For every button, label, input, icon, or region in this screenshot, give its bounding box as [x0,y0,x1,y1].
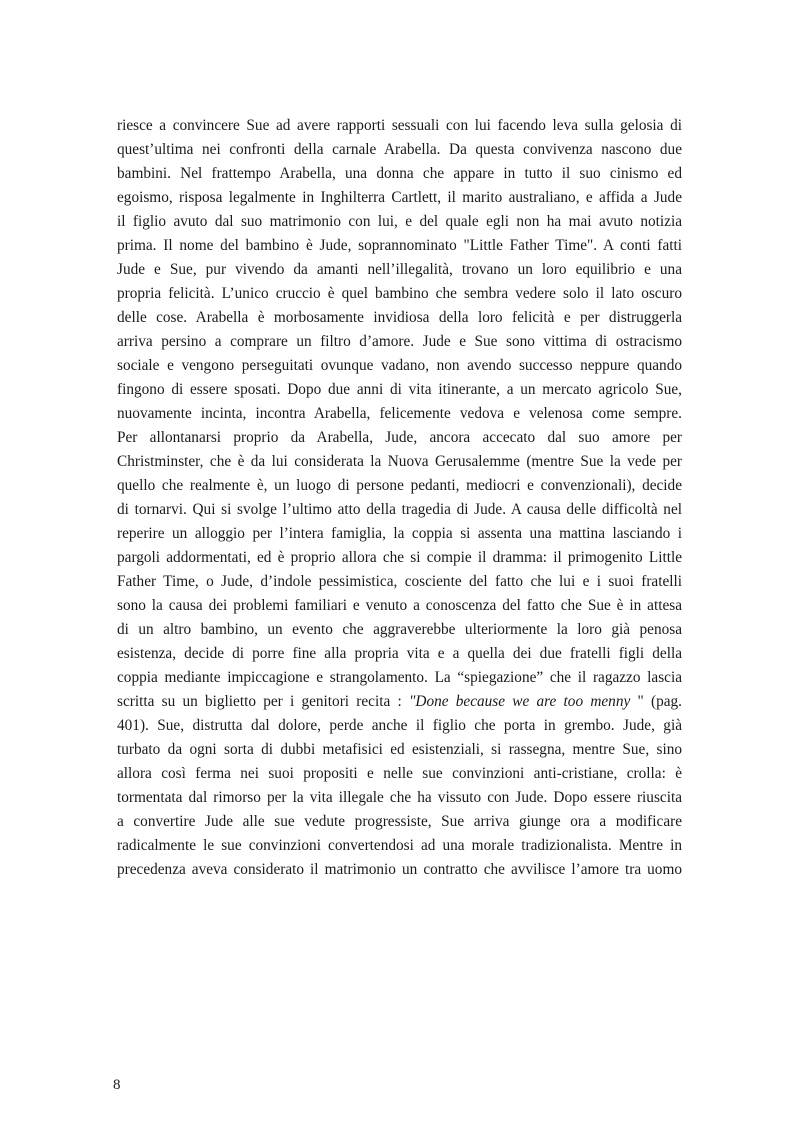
quote-text: "Done because we are too menny [408,693,638,710]
quote-line-before: scritta su un biglietto per i genitori recita : [117,693,409,710]
text-line: radicalmente le sue convinzioni convertendosi ad una morale tradizionalista. Mentre in [117,837,682,854]
text-line: quest’ultima nei confronti della carnale Arabella. Da questa convivenza nascono due [117,141,682,158]
text-line: sono la causa dei problemi familiari e venuto a conoscenza del fatto che Sue è in attesa [117,597,682,614]
text-line: propria felicità. L’unico cruccio è quel bambino che sembra vedere solo il lato oscuro [117,285,682,302]
text-line: allora così ferma nei suoi propositi e nelle sue convinzioni anti-cristiane, crolla: è [117,765,682,782]
text-line: precedenza aveva considerato il matrimonio un contratto che avvilisce l’amore tra uomo [117,861,682,878]
text-line: Per allontanarsi proprio da Arabella, Jude, ancora accecato dal suo amore per [117,429,682,446]
text-line: sociale e vengono perseguitati ovunque vadano, non avendo successo neppure quando [117,357,682,374]
text-line: arriva persino a comprare un filtro d’amore. Jude e Sue sono vittima di ostracismo [117,333,682,350]
text-line: riesce a convincere Sue ad avere rapporti sessuali con lui facendo leva sulla gelosia di [117,117,682,134]
text-line: a convertire Jude alle sue vedute progressiste, Sue arriva giunge ora a modificare [117,813,682,830]
text-line: Father Time, o Jude, d’indole pessimistica, cosciente del fatto che lui e i suoi fratelli [117,573,682,590]
text-line: Christminster, che è da lui considerata la Nuova Gerusalemme (mentre Sue la vede per [117,453,682,470]
text-line: turbato da ogni sorta di dubbi metafisici ed esistenziali, si rassegna, mentre Sue, sino [117,741,682,758]
text-line: esistenza, decide di porre fine alla propria vita e a quella dei due fratelli figli della [117,645,682,662]
text-line: coppia mediante impiccagione e strangolamento. La “spiegazione” che il ragazzo lascia [117,669,682,686]
body-text [117,114,682,882]
text-line: pargoli addormentati, ed è proprio allora che si compie il dramma: il primogenito Little [117,549,682,566]
text-line: quello che realmente è, un luogo di persone pedanti, mediocri e convenzionali), decide [117,477,682,494]
text-line: nuovamente incinta, incontra Arabella, felicemente vedova e velenosa come sempre. [117,405,682,422]
text-line: egoismo, risposa legalmente in Inghilterra Cartlett, il marito australiano, e affida a Jude [117,189,682,206]
text-line: di un altro bambino, un evento che aggraverebbe ulteriormente la loro già penosa [117,621,682,638]
text-line: reperire un alloggio per l’intera famiglia, la coppia si assenta una mattina lasciando i [117,525,682,542]
text-line: delle cose. Arabella è morbosamente invidiosa della loro felicità e per distruggerla [117,309,682,326]
text-line: Jude e Sue, pur vivendo da amanti nell’illegalità, trovano un loro equilibrio e una [117,261,682,278]
text-line-quote [117,690,682,714]
text-line: prima. Il nome del bambino è Jude, soprannominato "Little Father Time". A conti fatti [117,237,682,254]
text-line: tormentata dal rimorso per la vita illegale che ha vissuto con Jude. Dopo essere riuscita [117,789,682,806]
text-line: bambini. Nel frattempo Arabella, una donna che appare in tutto il suo cinismo ed [117,165,682,182]
text-line: fingono di essere sposati. Dopo due anni di vita itinerante, a un mercato agricolo Sue, [117,381,682,398]
page-number: 8 [113,1077,121,1093]
text-line: il figlio avuto dal suo matrimonio con lui, e del quale egli non ha mai avuto notizia [117,213,682,230]
text-line: 401). Sue, distrutta dal dolore, perde anche il figlio che porta in grembo. Jude, già [117,717,682,734]
quote-line-after: " (pag. [637,693,683,710]
text-line: di tornarvi. Qui si svolge l’ultimo atto della tragedia di Jude. A causa delle difficoltà nel [117,501,682,518]
